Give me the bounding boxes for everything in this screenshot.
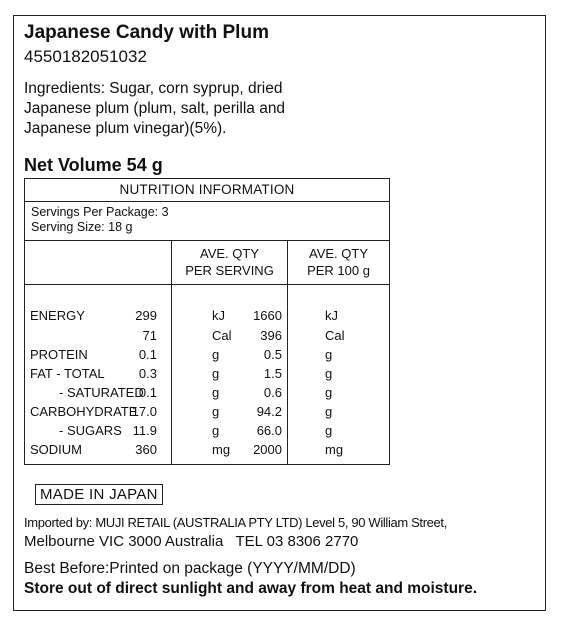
nutrient-label: SODIUM <box>30 442 82 457</box>
per-100g-unit: g <box>325 385 333 400</box>
divider <box>25 284 389 285</box>
nutrition-table <box>24 178 390 465</box>
importer-line: Melbourne VIC 3000 Australia TEL 03 8306 2770 <box>24 533 359 550</box>
per-serving-value: 0.3 <box>138 366 157 381</box>
ingredients <box>24 79 285 139</box>
per-100g-unit: mg <box>325 442 344 457</box>
per-serving-unit: g <box>212 347 220 362</box>
per-serving-value: 0.1 <box>138 385 157 400</box>
per-serving-value: 17.0 <box>131 404 157 419</box>
product-title: Japanese Candy with Plum <box>24 22 269 43</box>
per-100g-value: 2000 <box>253 442 282 457</box>
per-serving-value: 0.1 <box>138 347 157 362</box>
divider <box>25 240 389 241</box>
ingredients-line: Japanese plum vinegar)(5%). <box>24 120 227 137</box>
nutrition-header: NUTRITION INFORMATION <box>25 179 389 202</box>
per-100g-value: 0.6 <box>263 385 282 400</box>
per-100g-unit: g <box>325 423 333 438</box>
serving-info <box>31 205 169 235</box>
nutrient-label: - SUGARS <box>59 423 122 438</box>
made-in-badge: MADE IN JAPAN <box>35 484 163 505</box>
per-100g-value: 1.5 <box>263 366 282 381</box>
per-serving-unit: g <box>212 404 220 419</box>
per-serving-value: 11.9 <box>132 423 157 438</box>
storage-instructions: Store out of direct sunlight and away from heat and moisture. <box>24 580 477 597</box>
column-header-line: AVE. QTY <box>200 246 259 261</box>
per-100g-unit: kJ <box>325 308 338 323</box>
ingredients-line: Ingredients: Sugar, corn syprup, dried <box>24 80 283 97</box>
nutrition-row <box>25 327 389 344</box>
per-serving-unit: kJ <box>212 308 225 323</box>
nutrient-label: ENERGY <box>30 308 85 323</box>
per-serving-unit: g <box>212 423 220 438</box>
per-100g-value: 396 <box>260 328 282 343</box>
per-100g-unit: g <box>325 366 333 381</box>
column-header-line: PER 100 g <box>307 263 370 278</box>
nutrition-row <box>25 441 389 458</box>
nutrition-row <box>25 307 389 324</box>
per-serving-unit: g <box>212 366 220 381</box>
column-header-per-100g <box>288 245 389 279</box>
nutrient-label: FAT - TOTAL <box>30 366 105 381</box>
servings-per-package: Servings Per Package: 3 <box>31 205 169 219</box>
serving-size: Serving Size: 18 g <box>31 220 133 234</box>
per-100g-value: 0.5 <box>263 347 282 362</box>
per-serving-unit: g <box>212 385 220 400</box>
column-header-line: PER SERVING <box>185 263 274 278</box>
nutrition-row <box>25 384 389 401</box>
per-serving-unit: Cal <box>212 328 232 343</box>
nutrition-row <box>25 422 389 439</box>
net-volume: Net Volume 54 g <box>24 155 163 175</box>
per-100g-value: 66.0 <box>256 423 282 438</box>
per-serving-value: 299 <box>135 308 157 323</box>
per-100g-unit: Cal <box>325 328 345 343</box>
nutrient-label: PROTEIN <box>30 347 88 362</box>
nutrient-label: - SATURATED <box>59 385 144 400</box>
per-serving-unit: mg <box>212 442 231 457</box>
per-100g-unit: g <box>325 404 333 419</box>
per-100g-value: 94.2 <box>256 404 282 419</box>
nutrient-label: CARBOHYDRATE <box>30 404 138 419</box>
per-100g-value: 1660 <box>253 308 282 323</box>
ingredients-line: Japanese plum (plum, salt, perilla and <box>24 100 286 117</box>
per-serving-value: 71 <box>142 328 157 343</box>
nutrition-row <box>25 346 389 363</box>
column-header-line: AVE. QTY <box>309 246 368 261</box>
per-serving-value: 360 <box>135 442 157 457</box>
nutrition-row <box>25 365 389 382</box>
best-before: Best Before:Printed on package (YYYY/MM/DD) <box>24 560 356 577</box>
barcode-number: 4550182051032 <box>24 47 147 66</box>
per-100g-unit: g <box>325 347 333 362</box>
nutrition-row <box>25 403 389 420</box>
importer-line: Imported by: MUJI RETAIL (AUSTRALIA PTY LTD) Level 5, 90 William Street, <box>24 515 447 530</box>
column-header-per-serving <box>172 245 287 279</box>
